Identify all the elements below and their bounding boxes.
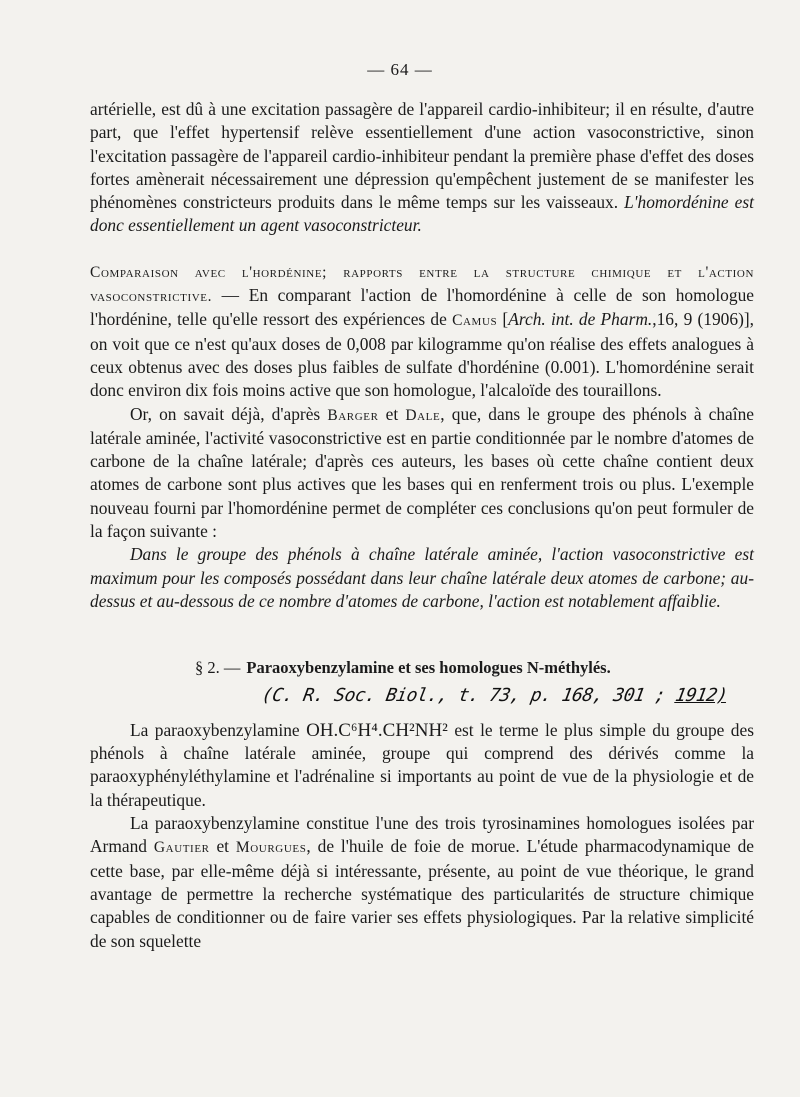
paragraph-2-dash: — <box>212 285 249 306</box>
paragraph-3-text-c: , que, dans le groupe des phénols à chaîne latérale aminée, l'activité vasoconstrictive est en partie conditionnée par le nombre d'atomes de carbone de la chaîne latérale; d'après ces auteurs, les bases où cette chaîne contient deux atomes de carbone sont plus actives que les bases qui en renferment trois ou plus. L'exemple nouveau fourni par l'homordénine permet de compléter ces conclusions qu'on peut formuler de la façon suivante : <box>90 403 755 542</box>
section-title: Paraoxybenzylamine et ses homologues N-méthylés. <box>246 658 611 678</box>
handwritten-reference-main: (C. R. Soc. Biol., t. 73, p. 168, 301 ; <box>260 684 678 706</box>
author-mourgues: Mourgues <box>235 839 307 857</box>
chemical-formula: OH.C⁶H⁴.CH²NH² <box>306 719 448 741</box>
ref-open: [ <box>497 309 509 330</box>
handwritten-reference-note <box>88 684 756 707</box>
spacer <box>90 238 754 260</box>
paragraph-6 <box>90 812 754 953</box>
paragraph-5-text-a: La paraoxybenzylamine <box>130 719 307 740</box>
paragraph-1-conclusion: L'homordénine est donc essentiellement un agent vasoconstricteur. <box>90 192 754 236</box>
paragraph-6-text-c: , de l'huile de foie de morue. L'étude pharmacodynamique de cette base, par elle-même déjà si intéressante, présente, au point de vue théorique, le grand avantage de permettre la recherche systématique des particularités de structure chimique capables de conditionner ou de faire varier ses effets physiologiques. Par la relative simplicité de son squelette <box>90 836 754 951</box>
handwritten-reference-year: 1912) <box>673 684 730 706</box>
paragraph-5-text-b: est le terme le plus simple du groupe des phénols à chaîne latérale aminée, groupe qui comprend des dérivés comme la paraoxyphényléthylamine et l'adrénaline si importants au point de vue de la physiologie et de la thérapeutique. <box>90 719 754 810</box>
paragraph-4-italic-conclusion: Dans le groupe des phénols à chaîne latérale aminée, l'action vasoconstrictive est maximum pour les composés possédant dans leur chaîne latérale deux atomes de carbone; au-dessus et au-dessous de ce nombre d'atomes de carbone, l'action est notablement affaiblie. <box>90 544 754 611</box>
body-text <box>90 98 754 953</box>
paragraph-2-heading: Comparaison avec l'hordénine; rapports entre la structure chimique et l'action vasoconstrictive. <box>90 263 754 306</box>
ref-rest: ,16, 9 (1906)], on voit que ce n'est qu'aux doses de 0,008 par kilogramme qu'on réalise des effets analogues à ceux obtenus avec des doses plus faibles de sulfate d'hordénine (0.001). L'homordénine serait donc environ dix fois moins active que son homologue, l'alcaloïde des touraillons. <box>90 309 755 401</box>
paragraph-2 <box>90 260 754 403</box>
spacer <box>90 613 754 656</box>
paragraph-3-text-a: Or, on savait déjà, d'après <box>130 403 328 424</box>
section-number: § 2. — <box>195 658 241 678</box>
page-number: — 64 — <box>367 60 433 79</box>
paragraph-3 <box>90 403 754 544</box>
section-heading <box>90 656 754 679</box>
paragraph-3-text-b: et <box>378 403 406 424</box>
ref-journal: Arch. int. de Pharm. <box>508 309 653 330</box>
paragraph-1-text: artérielle, est dû à une excitation passagère de l'appareil cardio-inhibiteur; il en résulte, d'autre part, que l'effet hypertensif relève essentiellement d'une action vasoconstrictive, sinon l'excitation passagère de l'appareil cardio-inhibiteur pendant la première phase d'effet des doses fortes amènerait nécessairement une dépression qu'empêchent justement de se manifester les phénomènes constricteurs produits dans le même temps sur les vaisseaux. <box>90 99 754 213</box>
paragraph-6-text-b: et <box>209 836 236 857</box>
paragraph-6-text-a: La paraoxybenzylamine constitue l'une des trois tyrosinamines homologues isolées par Armand <box>90 813 754 857</box>
author-gautier: Gautier <box>153 839 210 857</box>
paragraph-1 <box>90 98 754 238</box>
paragraph-2-text: En comparant l'action de l'homordénine à celle de son homologue l'hordénine, telle qu'elle ressort des expériences de <box>90 285 754 330</box>
author-barger: Barger <box>327 406 379 424</box>
author-camus: Camus <box>452 312 498 330</box>
author-dale: Dale <box>405 406 441 424</box>
paragraph-5 <box>90 719 754 812</box>
